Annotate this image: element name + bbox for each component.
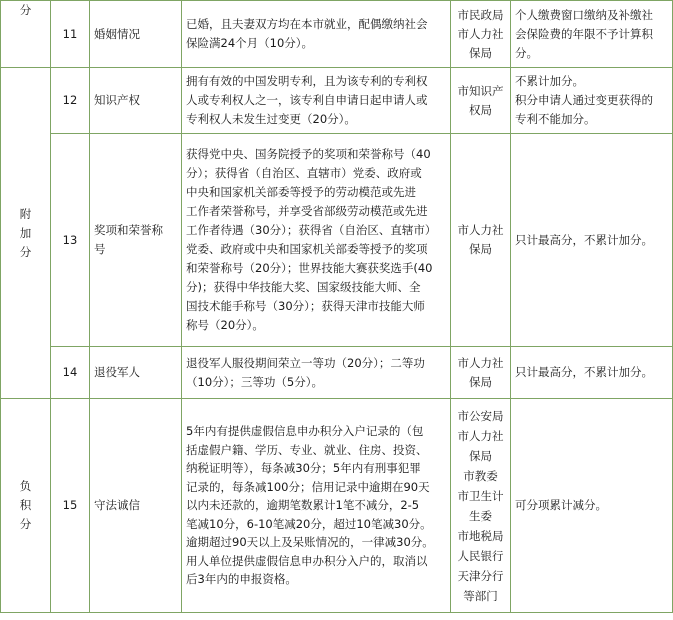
section-char: 分 [19, 244, 32, 259]
item-name: 守法诚信 [90, 399, 182, 613]
item-name: 奖项和荣誉称 号 [90, 134, 182, 347]
row-number: 11 [51, 1, 90, 68]
table-row [1, 347, 673, 399]
section-char: 负 [19, 479, 32, 493]
section-cell-add [1, 68, 51, 399]
department-text: 市知识产 权局 [451, 68, 511, 134]
remark-text: 只计最高分，不累计加分。 [511, 134, 673, 347]
section-char: 分 [19, 3, 32, 17]
item-name: 婚姻情况 [90, 1, 182, 68]
section-cell-top [1, 1, 51, 68]
department-text: 市民政局 市人力社保局 [451, 1, 511, 68]
section-char: 积 [19, 498, 32, 512]
criteria-text: 退役军人服役期间荣立一等功（20分）；二等功 （10分）；三等功（5分）。 [182, 347, 451, 399]
department-text: 市人力社 保局 [451, 347, 511, 399]
row-number: 14 [51, 347, 90, 399]
criteria-text: 已婚，且夫妻双方均在本市就业，配偶缴纳社会 保险满24个月（10分）。 [182, 1, 451, 68]
row-number: 13 [51, 134, 90, 347]
remark-text: 可分项累计减分。 [511, 399, 673, 613]
table-row [1, 134, 673, 347]
section-cell-neg [1, 399, 51, 613]
table-row [1, 399, 673, 613]
row-number: 15 [51, 399, 90, 613]
department-text: 市公安局 市人力社 保局 市教委 市卫生计 生委 市地税局 人民银行 天津分行 等部门 [451, 399, 511, 613]
department-text: 市人力社 保局 [451, 134, 511, 347]
item-name: 知识产权 [90, 68, 182, 134]
section-char: 分 [19, 517, 32, 531]
row-number: 12 [51, 68, 90, 134]
item-name: 退役军人 [90, 347, 182, 399]
table-row [1, 68, 673, 134]
criteria-text: 拥有有效的中国发明专利，且为该专利的专利权 人或专利权人之一，该专利自申请日起申请人或 专利权人未发生过变更（20分）。 [182, 68, 451, 134]
remark-text: 不累计加分。 积分申请人通过变更获得的 专利不能加分。 [511, 68, 673, 134]
section-char: 附 [19, 206, 32, 221]
criteria-text: 获得党中央、国务院授予的奖项和荣誉称号（40 分）；获得省（自治区、直辖市）党委、政府或 中央和国家机关部委等授予的劳动模范或先进 工作者荣誉称号，并享受省部级劳动模范或先进 工作者待遇（30分）；获得省（自治区、直辖市） 党委、政府或中央和国家机关部委等授予的奖项 和荣誉称号（20分）；世界技能大赛获奖选手(40 分)；获得中华技能大奖、国家级技能大师、全 国技术能手称号（30分）；获得天津市技能大师 称号（20分）。 [182, 134, 451, 347]
table-row [1, 1, 673, 68]
remark-text: 个人缴费窗口缴纳及补缴社 会保险费的年限不予计算积 分。 [511, 1, 673, 68]
remark-text: 只计最高分，不累计加分。 [511, 347, 673, 399]
criteria-text: 5年内有提供虚假信息申办积分入户记录的（包 括虚假户籍、学历、专业、就业、住房、投资、 纳税证明等），每条减30分；5年内有刑事犯罪 记录的，每条减100分；信用记录中逾期在90天 以内未还款的，逾期笔数累计1笔不减分，2-5 笔减10分，6-10笔减20分，超过10笔减30分。 逾期超过90天以上及呆账情况的，一律减30分。 用人单位提供虚假信息申办积分入户的，取消以 后3年内的申报资格。 [182, 399, 451, 613]
section-char: 加 [19, 225, 32, 240]
